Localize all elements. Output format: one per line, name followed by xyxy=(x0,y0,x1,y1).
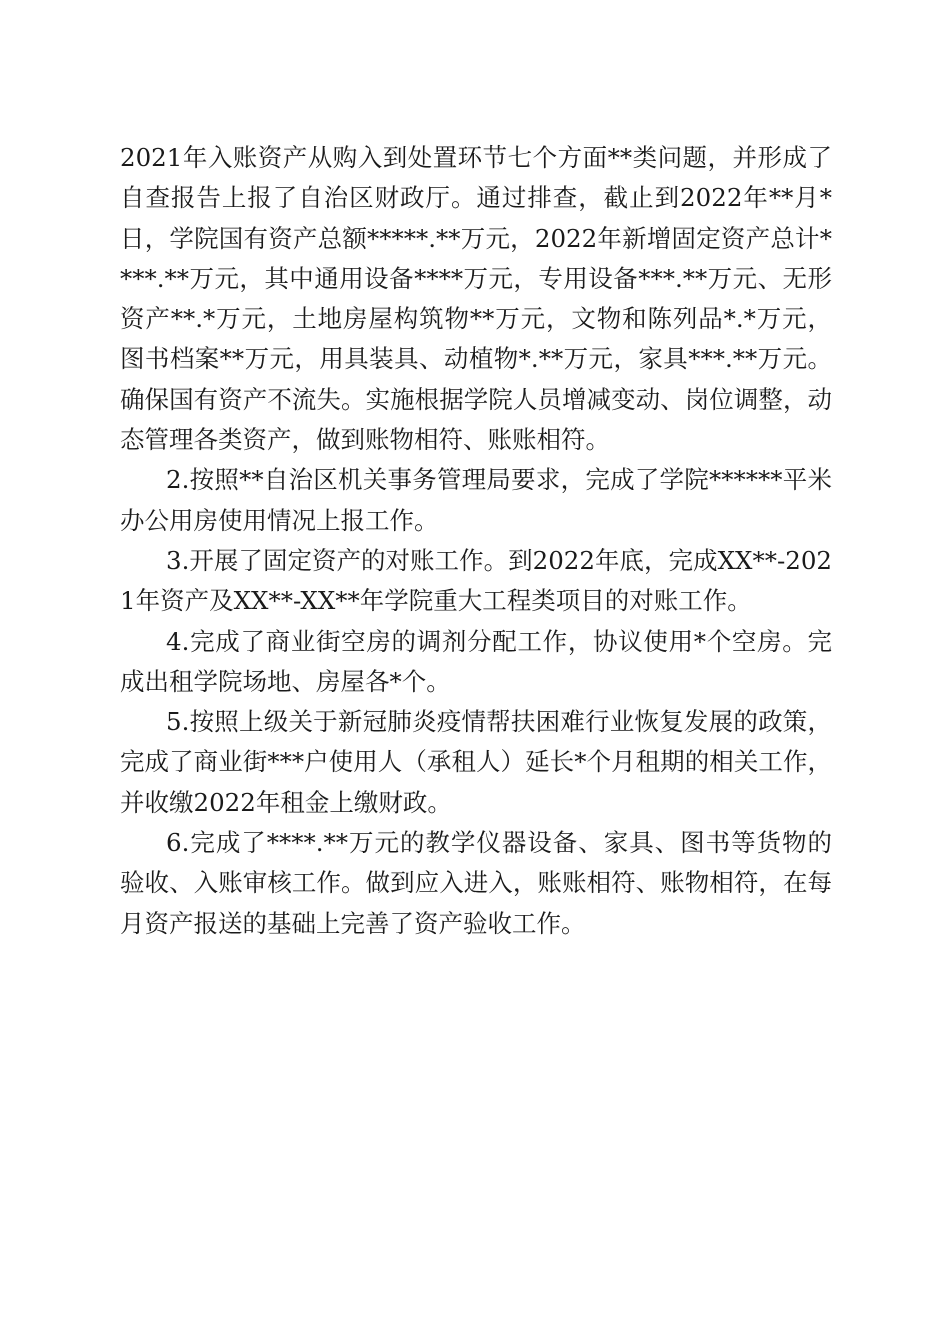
paragraph-asset-summary: 2021年入账资产从购入到处置环节七个方面**类问题，并形成了自查报告上报了自治区财政厅。通过排查，截止到2022年**月*日，学院国有资产总额*****.**万元，2022年新增固定资产总计****.**万元，其中通用设备****万元，专用设备***.**万元、无形资产**.*万元，土地房屋构筑物**万元，文物和陈列品*.*万元，图书档案**万元，用具装具、动植物*.**万元，家具***.**万元。确保国有资产不流失。实施根据学院人员增减变动、岗位调整，动态管理各类资产，做到账物相符、账账相符。 xyxy=(120,143,832,455)
paragraph-item-5: 5.按照上级关于新冠肺炎疫情帮扶困难行业恢复发展的政策，完成了商业街***户使用人（承租人）延长*个月租期的相关工作，并收缴2022年租金上缴财政。 xyxy=(120,707,832,817)
paragraph-item-6: 6.完成了****.**万元的教学仪器设备、家具、图书等货物的验收、入账审核工作。做到应入进入，账账相符、账物相符，在每月资产报送的基础上完善了资产验收工作。 xyxy=(120,828,832,938)
paragraph-item-4: 4.完成了商业街空房的调剂分配工作，协议使用*个空房。完成出租学院场地、房屋各*个。 xyxy=(120,626,832,696)
document-body xyxy=(120,138,832,944)
paragraph-item-3: 3.开展了固定资产的对账工作。到2022年底，完成XX**-2021年资产及XX**-XX**年学院重大工程类项目的对账工作。 xyxy=(120,545,832,616)
paragraph-item-2: 2.按照**自治区机关事务管理局要求，完成了学院******平米办公用房使用情况上报工作。 xyxy=(120,465,832,535)
